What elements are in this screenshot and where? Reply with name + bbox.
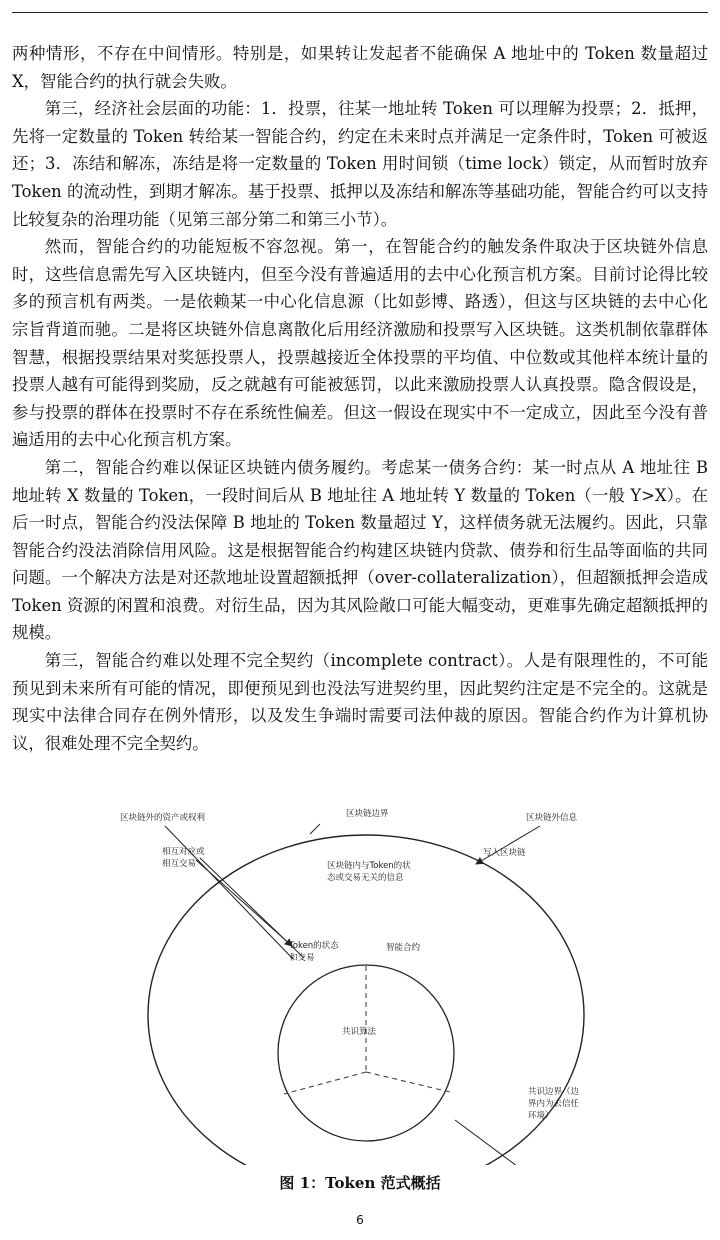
leader-token-state <box>196 860 292 946</box>
label-mutual-correspond: 相互对应或 相互交易 <box>162 847 205 869</box>
label-token-state: Token的状态 和交易 <box>289 941 339 963</box>
header-rule <box>12 12 708 13</box>
paragraph-2: 第三，经济社会层面的功能：1．投票，往某一地址转 Token 可以理解为投票；2．抵押，先将一定数量的 Token 转给某一智能合约，约定在未来时点并满足一定条件时，Token 可被返还；3．冻结和解冻，冻结是将一定数量的 Token 用时间锁（time lock）锁定，从而暂时放弃 Token 的流动性，到期才解冻。基于投票、抵押以及冻结和解冻等基础功能，智能合约可以支持比较复杂的治理功能（见第三部分第二和第三小节）。 <box>12 99 708 229</box>
chain-boundary-ellipse <box>148 835 584 1165</box>
token-paradigm-figure <box>100 800 620 1165</box>
label-chain-boundary: 区块链边界 <box>346 809 389 819</box>
consensus-boundary-circle <box>278 965 454 1141</box>
leader-chain-boundary <box>310 824 320 834</box>
label-offchain-info: 区块链外信息 <box>526 813 578 823</box>
paragraph-4: 第二，智能合约难以保证区块链内债务履约。考虑某一债务合约：某一时点从 A 地址往 B 地址转 X 数量的 Token，一段时间后从 B 地址往 A 地址转 Y 数量的 Token（一般 Y>X）。在后一时点，智能合约没法保障 B 地址的 Token 数量超过 Y，这样债务就无法履约。因此，只靠智能合约没法消除信用风险。这是根据智能合约构建区块链内贷款、债券和衍生品等面临的共同问题。一个解决方法是对还款地址设置超额抵押（over-collateralization），但超额抵押会造成 Token 资源的闲置和浪费。对衍生品，因为其风险敞口可能大幅变动，更难事先确定超额抵押的规模。 <box>12 457 708 643</box>
label-write-into-chain: 写入区块链 <box>483 848 526 858</box>
paragraph-1: 两种情形，不存在中间情形。特别是，如果转让发起者不能确保 A 地址中的 Token 数量超过 X，智能合约的执行就会失败。 <box>12 44 708 91</box>
leader-consensus-boundary <box>455 1120 525 1165</box>
body-text <box>12 40 708 757</box>
label-consensus-boundary: 共识边界（边 界内为去信任 环境） <box>528 1087 580 1121</box>
page-number: 6 <box>356 1213 364 1227</box>
label-offchain-assets: 区块链外的资产或权利 <box>120 813 206 823</box>
paragraph-5: 第三，智能合约难以处理不完全契约（incomplete contract）。人是有限理性的，不可能预见到未来所有可能的情况，即便预见到也没法写进契约里，因此契约注定是不完全的。这就是现实中法律合同存在例外情形，以及发生争端时需要司法仲裁的原因。智能合约作为计算机协议，很难处理不完全契约。 <box>12 651 708 753</box>
figure-caption: 图 1：Token 范式概括 <box>279 1174 441 1192</box>
divider-right <box>366 1072 450 1092</box>
label-smart-contract: 智能合约 <box>386 943 421 953</box>
divider-left <box>284 1072 366 1094</box>
label-unrelated-info: 区块链内与Token的状 态或交易无关的信息 <box>327 861 411 883</box>
label-consensus-algorithm: 共识算法 <box>342 1027 377 1037</box>
paragraph-3: 然而，智能合约的功能短板不容忽视。第一，在智能合约的触发条件取决于区块链外信息时，这些信息需先写入区块链内，但至今没有普遍适用的去中心化预言机方案。目前讨论得比较多的预言机有两类。一是依赖某一中心化信息源（比如彭博、路透），但这与区块链的去中心化宗旨背道而驰。二是将区块链外信息离散化后用经济激励和投票写入区块链。这类机制依靠群体智慧，根据投票结果对奖惩投票人，投票越接近全体投票的平均值、中位数或其他样本统计量的投票人越有可能得到奖励，反之就越有可能被惩罚，以此来激励投票人认真投票。隐含假设是，参与投票的群体在投票时不存在系统性偏差。但这一假设在现实中不一定成立，因此至今没有普遍适用的去中心化预言机方案。 <box>12 237 708 450</box>
